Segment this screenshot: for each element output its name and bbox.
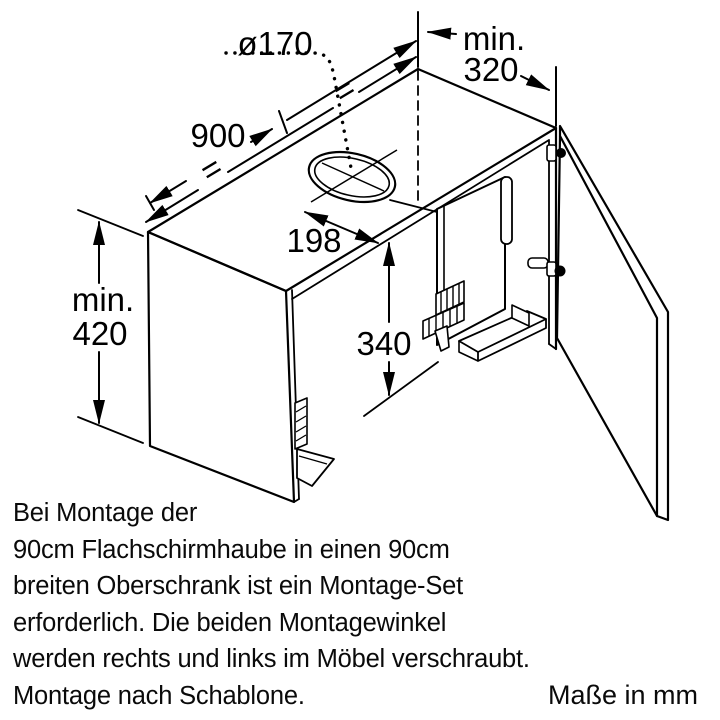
dim-centering xyxy=(146,57,416,222)
depth-min-label: min. xyxy=(462,20,526,57)
hinge-bottom-arm-icon xyxy=(528,258,548,268)
dim-depth xyxy=(428,20,556,126)
width-label: 900 xyxy=(190,117,246,154)
dim-height xyxy=(72,210,143,443)
caption-line: breiten Oberschrank ist ein Montage-Set xyxy=(13,572,464,601)
mounting-bracket xyxy=(423,281,464,351)
equal-mark-right: = xyxy=(326,69,362,111)
caption-line: erforderlich. Die beiden Montagewinkel xyxy=(13,608,447,637)
caption-line: werden rechts und links im Möbel verschraubt. xyxy=(13,645,530,674)
height-ext-top xyxy=(78,210,143,236)
hinge-top-bracket-icon xyxy=(547,145,556,161)
open-door xyxy=(557,126,668,520)
dim-hole-offset xyxy=(286,212,378,259)
bracket-hook xyxy=(435,326,449,351)
width-center-tick xyxy=(279,111,287,133)
hinge-bottom-bracket-icon xyxy=(547,262,556,276)
depth-value-label: 320 xyxy=(463,51,519,88)
width-arrow-center xyxy=(251,129,272,142)
height-min-label: min. xyxy=(71,281,135,318)
height-ext-bottom xyxy=(78,417,143,443)
height-value-label: 420 xyxy=(72,315,128,352)
hinge-top-pin-icon xyxy=(556,148,566,158)
door-inner-face-edge xyxy=(557,136,657,516)
inner-height-ext-line xyxy=(364,362,438,416)
caption-line: Bei Montage der xyxy=(13,499,198,527)
caption-line: 90cm Flachschirmhaube in einen 90cm xyxy=(13,535,450,564)
front-pullout-bracket xyxy=(295,398,334,486)
cabinet-side-panel xyxy=(148,232,294,502)
inner-height-label: 340 xyxy=(356,325,412,362)
caption-line: Montage nach Schablone. xyxy=(13,681,305,710)
duct-hole-centerline-b xyxy=(322,163,384,191)
depth-arrow-right xyxy=(521,76,549,90)
back-wall-junction-line xyxy=(390,200,437,212)
hinge-bottom-pin-icon xyxy=(555,266,566,277)
depth-arrow-left xyxy=(428,32,456,34)
hole-diameter-label: ø170 xyxy=(237,25,313,62)
hole-offset-label: 198 xyxy=(286,222,342,259)
door-outline xyxy=(560,126,668,520)
pullout-wedge xyxy=(297,449,334,486)
pullout-rail-end xyxy=(295,398,307,449)
duct-panel-rail xyxy=(501,177,512,244)
units-note: Maße in mm xyxy=(547,680,698,710)
duct-hole xyxy=(304,144,400,210)
equal-mark-left: = xyxy=(193,148,229,190)
